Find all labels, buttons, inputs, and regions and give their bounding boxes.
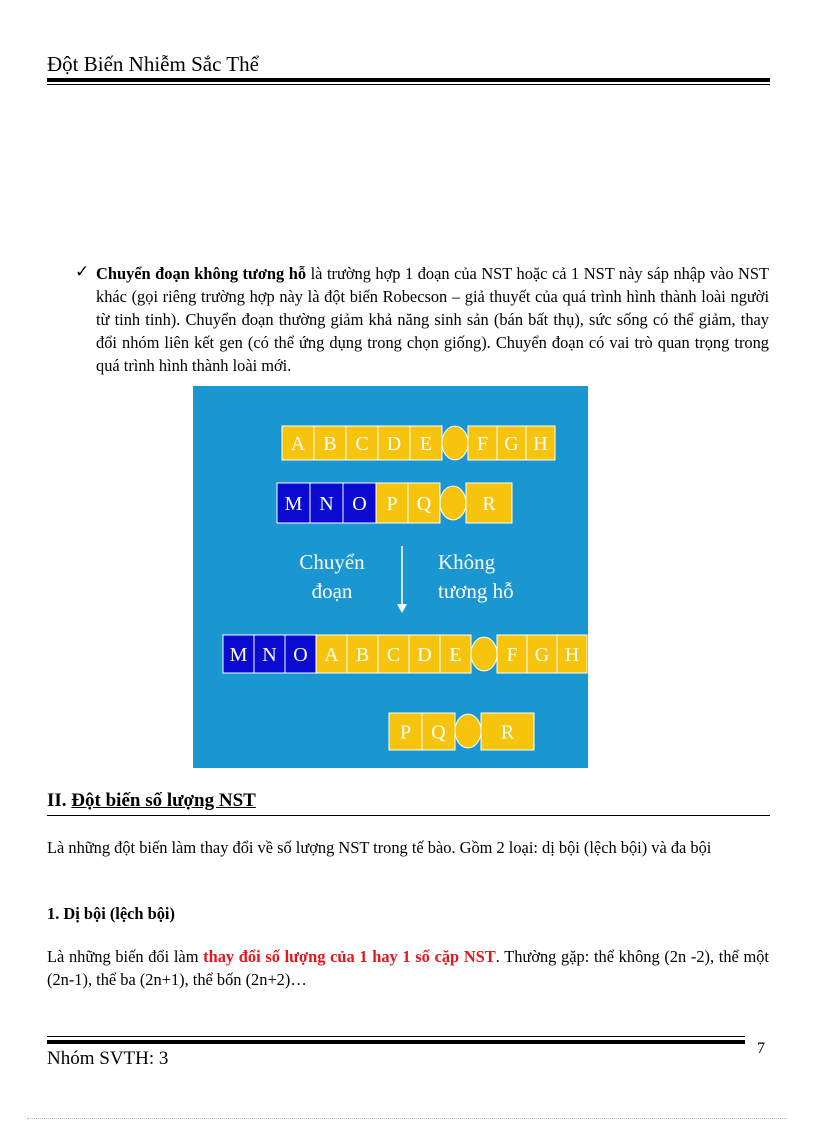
section-rule [47, 815, 770, 816]
chr2-yellow-1-label: Q [416, 493, 432, 515]
chr2-yellow-2-label: R [482, 493, 496, 515]
bullet-text: là trường hợp 1 đoạn của NST hoặc cả 1 NST này sáp nhập vào NST khác (gọi riêng trường hợp này là đột biến Robecson – giả thuyết của quá trình hình thành loài người từ tinh tinh). Chuyển đoạn thường giảm khả năng sinh sản (bán bất thụ), sức sống có thể giảm, thay đổi nhóm liên kết gen (có thể ứng dụng trong chọn giống). Chuyển đoạn có vai trò quan trọng trong quá trình hình thành loài mới. [96, 264, 769, 375]
left-label-line2: đoạn [311, 579, 353, 603]
bullet-term: Chuyển đoạn không tương hỗ [96, 264, 307, 283]
fragment-1-label: Q [431, 721, 446, 744]
result-yellow-1-label: B [355, 644, 370, 666]
result-yellow-2-label: C [386, 644, 401, 666]
result-yellow-0-label: A [324, 644, 339, 666]
subheading-1: 1. Dị bội (lệch bội) [47, 904, 175, 923]
chr1-gene-5-label: F [476, 433, 489, 455]
section-number: II. [47, 790, 67, 811]
fragment-2-label: R [500, 721, 515, 744]
left-label-line1: Chuyển [299, 550, 365, 574]
header-title: Đột Biến Nhiễm Sắc Thể [47, 52, 259, 76]
section-title: Đột biến số lượng NST [71, 790, 256, 811]
sub1-paragraph [47, 945, 769, 991]
result-blue-0-label: M [229, 644, 248, 666]
bottom-dotted-line [27, 1118, 787, 1119]
chr1-gene-0-label: A [290, 433, 306, 455]
right-label-line2: tương hỗ [438, 579, 514, 603]
footer-rule-thick [47, 1040, 745, 1044]
sub1-highlight: thay đổi số lượng của 1 hay 1 số cặp NST [203, 947, 496, 966]
footer-rule-thin [47, 1036, 745, 1037]
chr2-yellow-0-label: P [386, 493, 398, 515]
result-centromere [471, 637, 497, 671]
chr1-centromere [442, 426, 468, 460]
result-yellow-4-label: E [449, 644, 462, 666]
header-rule-thick [47, 78, 770, 82]
result-blue-2-label: O [293, 644, 308, 666]
section-intro: Là những đột biến làm thay đổi về số lượng NST trong tế bào. Gồm 2 loại: dị bội (lệch bội) và đa bội [47, 838, 712, 857]
result-yellow-6-label: G [534, 644, 550, 666]
result-yellow-5-label: F [506, 644, 518, 666]
chr2-blue-0-label: M [284, 493, 303, 515]
result-yellow-3-label: D [417, 644, 432, 666]
translocation-figure [193, 386, 588, 768]
chr1-gene-4-label: E [419, 433, 433, 455]
chr1-gene-3-label: D [386, 433, 402, 455]
sub1-text-after: . Thường gặp: thể không (2n -2), thể một (2n-1), thể ba (2n+1), thể bốn (2n+2)… [47, 947, 769, 989]
fragment-centromere [455, 714, 481, 748]
chr2-centromere [440, 486, 466, 520]
section-heading [47, 790, 256, 812]
chr1-gene-6-label: G [504, 433, 519, 455]
chr2-blue-2-label: O [352, 493, 367, 515]
right-label-line1: Không [438, 550, 496, 574]
result-yellow-7-label: H [564, 644, 580, 666]
chr1-gene-1-label: B [323, 433, 337, 455]
header-rule-thin [47, 84, 770, 85]
bullet-paragraph [96, 262, 769, 377]
footer-group: Nhóm SVTH: 3 [47, 1048, 169, 1069]
result-blue-1-label: N [262, 644, 277, 666]
checkmark-icon: ✓ [75, 262, 90, 281]
sub1-text-before: Là những biến đổi làm [47, 947, 204, 966]
chr1-gene-2-label: C [355, 433, 369, 455]
chr1-gene-7-label: H [533, 433, 548, 455]
chr2-blue-1-label: N [319, 493, 334, 515]
page-number: 7 [757, 1040, 765, 1057]
fragment-0-label: P [399, 721, 412, 744]
